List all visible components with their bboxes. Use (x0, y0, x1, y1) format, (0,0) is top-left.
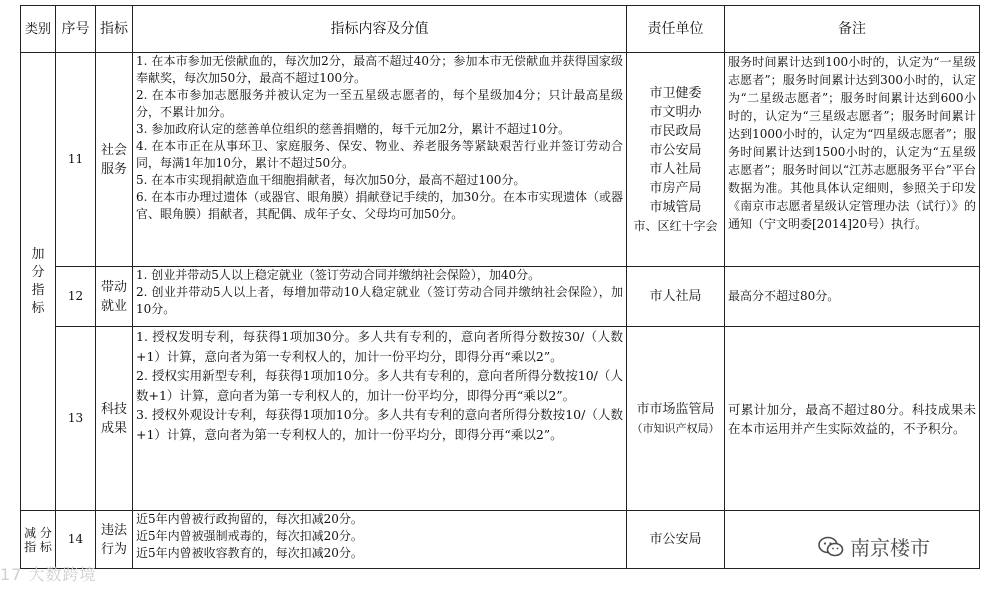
content-item: 2. 在本市参加志愿服务并被认定为一至五星级志愿者的，每个星级加4分；只计最高星级分，不累计加分。 (136, 88, 623, 119)
watermark-left: 17 大数跨境 (0, 565, 97, 584)
unit-cell (627, 267, 725, 327)
remark-text: 可累计加分，最高不超过80分。科技成果未在本市运用并产生实际效益的，不予积分。 (728, 401, 976, 436)
content-cell (133, 511, 627, 569)
indicator-line: 成果 (100, 420, 127, 436)
content-item: 2. 创业并带动5人以上者，每增加带动10人稳定就业（签订劳动合同并缴纳社会保险），加10分。 (136, 285, 623, 316)
category-char: 加 (31, 246, 45, 262)
remark-text: 最高分不超过80分。 (728, 289, 840, 303)
indicator-line: 服务 (100, 161, 127, 177)
indicator-cell (96, 327, 133, 511)
watermark-right (818, 532, 930, 561)
seq-cell: 13 (56, 327, 96, 511)
unit-line: 市、区红十字会 (633, 218, 718, 233)
remark-text: 服务时间累计达到100小时的，认定为“一星级志愿者”；服务时间累计达到300小时的，认定为“二星级志愿者”；服务时间累计达到600小时的，认定为“三星级志愿者”；服务时间累计达到1000小时的，认定为“四星级志愿者”；服务时间累计达到1500小时的，认定为“五星级志愿者”；服务时间以“江苏志愿服务平台”平台数据为准。其他具体认定细则，参照关于印发《南京市志愿者星级认定管理办法（试行）》的通知（宁文明委[2014]20号）执行。 (728, 55, 976, 231)
content-item: 3. 参加政府认定的慈善单位组织的慈善捐赠的，每千元加2分，累计不超过10分。 (136, 122, 571, 136)
indicator-cell (96, 267, 133, 327)
content-item: 近5年内曾被收容教育的，每次扣减20分。 (136, 546, 363, 560)
content-item: 5. 在本市实现捐献造血干细胞捐献者，每次加50分，最高不超过100分。 (136, 173, 526, 187)
unit-cell (627, 53, 725, 267)
seq-cell: 11 (56, 53, 96, 267)
unit-line: 市人社局 (649, 161, 702, 177)
indicator-line: 科技 (100, 401, 127, 417)
header-remark: 备注 (725, 6, 980, 53)
remark-cell (725, 327, 980, 511)
table-row (21, 53, 980, 267)
content-item: 6. 在本市办理过遗体（或器官、眼角膜）捐献登记手续的，加30分。在本市实现遗体（或器官、眼角膜）捐献者，其配偶、成年子女、父母均可加50分。 (136, 190, 623, 221)
content-item: 4. 在本市正在从事环卫、家庭服务、保安、物业、养老服务等紧缺艰苦行业并签订劳动合同，每满1年加10分，累计不超过50分。 (136, 139, 623, 170)
unit-cell (627, 327, 725, 511)
unit-line: 市公安局 (649, 532, 702, 547)
content-cell (133, 53, 627, 267)
content-cell (133, 327, 627, 511)
content-item: 近5年内曾被行政拘留的，每次扣减20分。 (136, 512, 363, 526)
watermark-right-text: 南京楼市 (850, 536, 930, 560)
header-category (21, 6, 56, 53)
content-item: 3. 授权外观设计专利，每获得1项加10分。多人共有专利的意向者所得分数按10/（人数+1）计算，意向者为第一专利权人的，加计一份平均分，即得分再“乘以2”。 (136, 407, 623, 442)
category-char: 标 (31, 300, 45, 316)
category-char: 指 (31, 282, 45, 298)
header-seq: 序号 (56, 6, 96, 53)
indicator-line: 带动 (100, 279, 127, 295)
unit-line: 市房产局 (649, 180, 702, 196)
remark-cell (725, 53, 980, 267)
unit-line: 市文明办 (649, 104, 702, 120)
category-char: 分 (31, 264, 45, 280)
content-cell (133, 267, 627, 327)
seq-cell: 14 (56, 511, 96, 569)
indicator-line: 社会 (100, 142, 127, 158)
unit-line: 市卫健委 (649, 85, 702, 101)
points-table (20, 5, 980, 569)
seq-cell: 12 (56, 267, 96, 327)
header-unit: 责任单位 (627, 6, 725, 53)
unit-cell (627, 511, 725, 569)
unit-sub-line: （市知识产权局） (631, 421, 720, 435)
indicator-line: 行为 (100, 541, 127, 557)
header-indicator: 指标 (96, 6, 133, 53)
content-item: 2. 授权实用新型专利，每获得1项加10分。多人共有专利的，意向者所得分数按10/（人数+1）计算，意向者为第一专利权人的，加计一份平均分，即得分再“乘以2”。 (136, 368, 623, 403)
indicator-cell (96, 53, 133, 267)
unit-line: 市市场监管局 (636, 401, 715, 417)
unit-line: 市公安局 (649, 142, 702, 158)
header-content: 指标内容及分值 (133, 6, 627, 53)
content-item: 1. 创业并带动5人以上稳定就业（签订劳动合同并缴纳社会保险），加40分。 (136, 268, 541, 282)
unit-line: 市民政局 (649, 123, 702, 139)
category-deduct-label: 减 分 指 标 (24, 525, 52, 554)
header-category-label: 类别 (24, 21, 51, 37)
unit-line: 市人社局 (649, 289, 702, 304)
unit-line: 市城管局 (649, 199, 702, 215)
table-row (21, 327, 980, 511)
indicator-line: 违法 (100, 522, 127, 538)
wechat-icon (818, 536, 844, 558)
content-item: 1. 授权发明专利，每获得1项加30分。多人共有专利的，意向者所得分数按30/（人数+1）计算，意向者为第一专利权人的，加计一份平均分，即得分再“乘以2”。 (136, 329, 623, 364)
header-row (21, 6, 980, 53)
category-deduct (21, 511, 56, 569)
content-item: 近5年内曾被强制戒毒的，每次扣减20分。 (136, 529, 363, 543)
remark-cell (725, 267, 980, 327)
content-item: 1. 在本市参加无偿献血的，每次加2分，最高不超过40分；参加本市无偿献血并获得国家级奉献奖，每次加50分，最高不超过100分。 (136, 54, 623, 85)
category-bonus (21, 53, 56, 511)
indicator-cell (96, 511, 133, 569)
table-row (21, 267, 980, 327)
indicator-line: 就业 (100, 298, 127, 314)
